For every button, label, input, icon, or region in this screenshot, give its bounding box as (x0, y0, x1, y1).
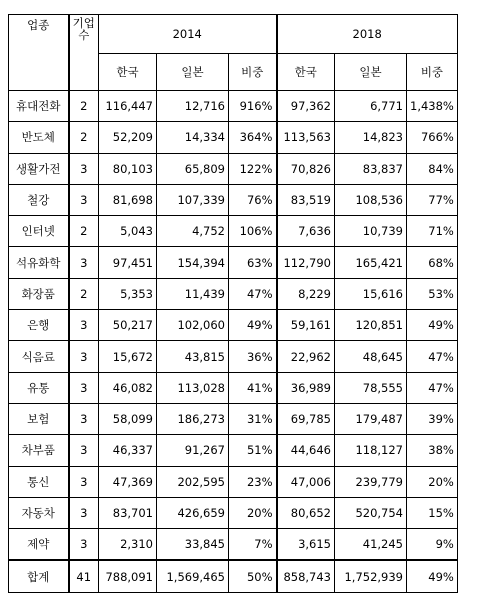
cell-korea-2018: 83,519 (277, 184, 335, 215)
cell-industry: 자동차 (9, 497, 69, 528)
cell-ratio-2018: 766% (407, 122, 458, 153)
table-row (9, 372, 458, 403)
cell-company-count: 3 (69, 372, 99, 403)
table-row (9, 247, 458, 278)
table-row (9, 497, 458, 528)
cell-company-count: 3 (69, 466, 99, 497)
cell-ratio-2018: 9% (407, 529, 458, 561)
cell-japan-2014: 65,809 (157, 153, 229, 184)
cell-japan-2014: 154,394 (157, 247, 229, 278)
cell-japan-2018: 15,616 (335, 278, 407, 309)
cell-japan-2018: 239,779 (335, 466, 407, 497)
cell-korea-2018: 8,229 (277, 278, 335, 309)
cell-industry: 생활가전 (9, 153, 69, 184)
cell-japan-2014: 113,028 (157, 372, 229, 403)
cell-japan-2018: 10,739 (335, 216, 407, 247)
cell-korea-2018: 36,989 (277, 372, 335, 403)
cell-korea-2018: 69,785 (277, 403, 335, 434)
header-company-count-line1: 기업 (72, 16, 95, 30)
cell-japan-2018: 179,487 (335, 403, 407, 434)
cell-industry: 식음료 (9, 341, 69, 372)
cell-ratio-2014: 20% (229, 497, 277, 528)
cell-ratio-2014: 36% (229, 341, 277, 372)
table-row (9, 310, 458, 341)
cell-company-count: 3 (69, 184, 99, 215)
cell-korea-2014: 116,447 (99, 91, 157, 122)
cell-japan-2014: 11,439 (157, 278, 229, 309)
cell-ratio-2018: 49% (407, 310, 458, 341)
cell-korea-2018: 113,563 (277, 122, 335, 153)
table-row (9, 529, 458, 561)
cell-ratio-2014: 47% (229, 278, 277, 309)
cell-korea-2014: 15,672 (99, 341, 157, 372)
cell-company-count: 3 (69, 529, 99, 561)
cell-japan-2018: 108,536 (335, 184, 407, 215)
header-year-2014: 2014 (99, 15, 277, 54)
cell-ratio-2018: 39% (407, 403, 458, 434)
cell-korea-2014: 52,209 (99, 122, 157, 153)
cell-company-count: 41 (69, 560, 99, 592)
cell-ratio-2014: 51% (229, 435, 277, 466)
cell-industry: 통신 (9, 466, 69, 497)
table-row (9, 122, 458, 153)
table-row (9, 153, 458, 184)
header-ratio-2014: 비중 (229, 54, 277, 91)
cell-company-count: 3 (69, 435, 99, 466)
cell-japan-2014: 426,659 (157, 497, 229, 528)
cell-ratio-2018: 38% (407, 435, 458, 466)
header-company-count (69, 15, 99, 91)
cell-japan-2014: 102,060 (157, 310, 229, 341)
comparison-table (8, 14, 458, 593)
header-japan-2018: 일본 (335, 54, 407, 91)
cell-industry: 은행 (9, 310, 69, 341)
cell-japan-2018: 165,421 (335, 247, 407, 278)
cell-industry: 보험 (9, 403, 69, 434)
cell-japan-2018: 118,127 (335, 435, 407, 466)
cell-industry: 석유화학 (9, 247, 69, 278)
cell-japan-2014: 202,595 (157, 466, 229, 497)
cell-ratio-2014: 106% (229, 216, 277, 247)
cell-korea-2018: 22,962 (277, 341, 335, 372)
cell-japan-2014: 107,339 (157, 184, 229, 215)
cell-japan-2014: 14,334 (157, 122, 229, 153)
cell-ratio-2018: 49% (407, 560, 458, 592)
cell-korea-2018: 44,646 (277, 435, 335, 466)
cell-industry: 인터넷 (9, 216, 69, 247)
table-row (9, 91, 458, 122)
cell-japan-2018: 520,754 (335, 497, 407, 528)
table-row (9, 184, 458, 215)
cell-ratio-2014: 41% (229, 372, 277, 403)
cell-industry: 철강 (9, 184, 69, 215)
cell-korea-2014: 788,091 (99, 560, 157, 592)
header-ratio-2018: 비중 (407, 54, 458, 91)
cell-japan-2014: 33,845 (157, 529, 229, 561)
table-row (9, 216, 458, 247)
cell-company-count: 2 (69, 278, 99, 309)
table-row (9, 403, 458, 434)
cell-ratio-2014: 50% (229, 560, 277, 592)
table-row (9, 466, 458, 497)
cell-company-count: 2 (69, 216, 99, 247)
cell-ratio-2014: 916% (229, 91, 277, 122)
cell-ratio-2018: 77% (407, 184, 458, 215)
cell-japan-2018: 1,752,939 (335, 560, 407, 592)
cell-ratio-2018: 47% (407, 341, 458, 372)
cell-company-count: 3 (69, 153, 99, 184)
cell-japan-2014: 91,267 (157, 435, 229, 466)
cell-japan-2014: 1,569,465 (157, 560, 229, 592)
cell-korea-2014: 5,043 (99, 216, 157, 247)
cell-industry: 유통 (9, 372, 69, 403)
cell-korea-2018: 858,743 (277, 560, 335, 592)
header-company-count-line2: 수 (78, 28, 90, 42)
cell-ratio-2018: 53% (407, 278, 458, 309)
table-row (9, 341, 458, 372)
cell-japan-2018: 6,771 (335, 91, 407, 122)
cell-korea-2018: 97,362 (277, 91, 335, 122)
cell-korea-2014: 50,217 (99, 310, 157, 341)
total-row (9, 560, 458, 592)
cell-ratio-2014: 7% (229, 529, 277, 561)
table-body (9, 91, 458, 593)
cell-ratio-2018: 20% (407, 466, 458, 497)
header-year-2018: 2018 (277, 15, 458, 54)
cell-korea-2014: 80,103 (99, 153, 157, 184)
cell-japan-2018: 48,645 (335, 341, 407, 372)
cell-korea-2014: 47,369 (99, 466, 157, 497)
cell-company-count: 2 (69, 91, 99, 122)
cell-ratio-2018: 47% (407, 372, 458, 403)
cell-japan-2018: 83,837 (335, 153, 407, 184)
cell-ratio-2014: 49% (229, 310, 277, 341)
cell-japan-2014: 12,716 (157, 91, 229, 122)
cell-korea-2014: 2,310 (99, 529, 157, 561)
cell-japan-2014: 186,273 (157, 403, 229, 434)
cell-ratio-2014: 122% (229, 153, 277, 184)
cell-korea-2014: 81,698 (99, 184, 157, 215)
cell-ratio-2014: 364% (229, 122, 277, 153)
cell-company-count: 3 (69, 403, 99, 434)
cell-korea-2014: 58,099 (99, 403, 157, 434)
cell-company-count: 3 (69, 247, 99, 278)
cell-industry: 차부품 (9, 435, 69, 466)
table-row (9, 278, 458, 309)
cell-korea-2014: 5,353 (99, 278, 157, 309)
cell-ratio-2014: 31% (229, 403, 277, 434)
cell-korea-2018: 59,161 (277, 310, 335, 341)
cell-korea-2014: 46,082 (99, 372, 157, 403)
cell-industry: 제약 (9, 529, 69, 561)
table-container (8, 14, 458, 593)
cell-industry: 휴대전화 (9, 91, 69, 122)
cell-ratio-2014: 76% (229, 184, 277, 215)
cell-korea-2018: 47,006 (277, 466, 335, 497)
table-row (9, 435, 458, 466)
cell-korea-2014: 97,451 (99, 247, 157, 278)
cell-korea-2018: 112,790 (277, 247, 335, 278)
cell-korea-2014: 46,337 (99, 435, 157, 466)
cell-industry: 합계 (9, 560, 69, 592)
cell-ratio-2018: 84% (407, 153, 458, 184)
cell-japan-2018: 41,245 (335, 529, 407, 561)
header-industry: 업종 (9, 15, 69, 91)
cell-company-count: 3 (69, 497, 99, 528)
cell-ratio-2018: 68% (407, 247, 458, 278)
cell-korea-2018: 7,636 (277, 216, 335, 247)
cell-company-count: 3 (69, 341, 99, 372)
cell-japan-2018: 78,555 (335, 372, 407, 403)
cell-japan-2018: 120,851 (335, 310, 407, 341)
header-korea-2018: 한국 (277, 54, 335, 91)
cell-industry: 화장품 (9, 278, 69, 309)
cell-ratio-2014: 23% (229, 466, 277, 497)
cell-japan-2014: 43,815 (157, 341, 229, 372)
cell-japan-2018: 14,823 (335, 122, 407, 153)
cell-korea-2018: 3,615 (277, 529, 335, 561)
cell-korea-2018: 70,826 (277, 153, 335, 184)
cell-industry: 반도체 (9, 122, 69, 153)
header-row-years (9, 15, 458, 54)
header-korea-2014: 한국 (99, 54, 157, 91)
cell-company-count: 3 (69, 310, 99, 341)
cell-ratio-2018: 15% (407, 497, 458, 528)
cell-company-count: 2 (69, 122, 99, 153)
cell-ratio-2018: 1,438% (407, 91, 458, 122)
cell-korea-2014: 83,701 (99, 497, 157, 528)
header-japan-2014: 일본 (157, 54, 229, 91)
cell-japan-2014: 4,752 (157, 216, 229, 247)
cell-ratio-2018: 71% (407, 216, 458, 247)
cell-korea-2018: 80,652 (277, 497, 335, 528)
cell-ratio-2014: 63% (229, 247, 277, 278)
